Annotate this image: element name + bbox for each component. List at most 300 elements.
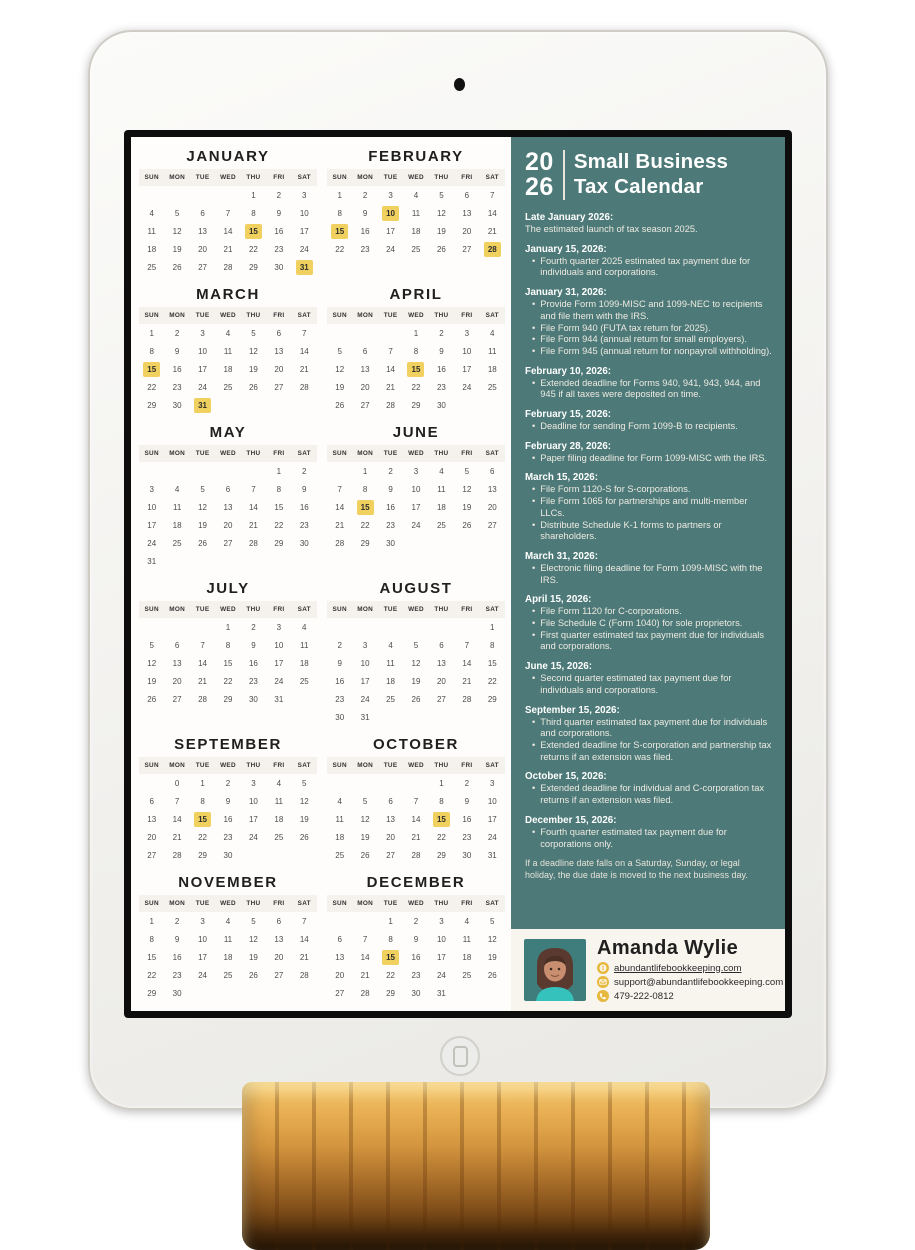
day-cell	[327, 498, 352, 516]
day-cell	[139, 846, 164, 864]
day-cell	[378, 672, 403, 690]
day-cell	[139, 966, 164, 984]
day-number: 6	[149, 796, 154, 806]
day-number: 30	[299, 538, 309, 548]
day-cell	[292, 240, 317, 258]
day-number: 4	[149, 208, 154, 218]
weekday-label: TUE	[190, 307, 215, 324]
day-cell	[292, 618, 317, 636]
day-number: 11	[488, 346, 497, 356]
month-calendar-january	[139, 145, 317, 276]
day-cell	[190, 324, 215, 342]
day-number: 9	[413, 934, 419, 944]
day-cell	[266, 240, 291, 258]
day-cell	[292, 792, 317, 810]
empty-day-cell	[164, 462, 189, 480]
weekday-label: SAT	[480, 895, 505, 912]
bullet-dot-icon: •	[532, 377, 536, 388]
day-number: 1	[362, 466, 368, 476]
day-number: 19	[147, 676, 157, 686]
day-number: 19	[299, 814, 309, 824]
day-cell	[403, 690, 428, 708]
day-cell	[403, 516, 428, 534]
day-number: 9	[362, 208, 368, 218]
day-cell	[139, 222, 164, 240]
day-cell	[215, 378, 240, 396]
day-cell	[352, 204, 377, 222]
month-title: APRIL	[389, 286, 443, 303]
day-cell	[352, 984, 377, 1002]
day-number: 28	[172, 850, 182, 860]
day-cell	[215, 846, 240, 864]
bullet-dot-icon: •	[532, 618, 536, 629]
day-cell	[429, 480, 454, 498]
weekday-label: SUN	[327, 445, 352, 462]
day-cell	[429, 828, 454, 846]
day-cell	[241, 966, 266, 984]
day-cell	[378, 516, 403, 534]
day-number: 4	[439, 466, 444, 476]
day-cell	[327, 792, 352, 810]
day-cell	[164, 258, 189, 276]
day-cell	[241, 810, 266, 828]
section-bullet	[525, 346, 772, 358]
day-number: 13	[360, 364, 370, 374]
empty-day-cell	[327, 912, 352, 930]
day-cell	[378, 222, 403, 240]
bullet-text: Fourth quarter 2025 estimated tax payment due for individuals and corporations.	[540, 255, 751, 278]
day-cell	[378, 930, 403, 948]
day-number: 17	[248, 814, 258, 824]
section-bullet	[525, 453, 772, 465]
weekday-label: SAT	[480, 601, 505, 618]
day-cell	[292, 654, 317, 672]
day-number: 30	[436, 400, 446, 410]
day-number: 15	[147, 952, 157, 962]
day-cell	[292, 378, 317, 396]
day-number: 26	[198, 538, 208, 548]
day-cell	[352, 810, 377, 828]
day-number: 25	[436, 520, 446, 530]
day-cell	[164, 378, 189, 396]
day-number: 4	[276, 778, 282, 788]
day-number: 29	[147, 988, 157, 998]
empty-day-cell	[139, 186, 164, 204]
empty-day-cell	[164, 186, 189, 204]
day-number: 5	[251, 328, 256, 338]
day-number: 8	[490, 640, 495, 650]
section-bullet	[525, 740, 772, 763]
day-number: 2	[276, 190, 282, 200]
day-number: 9	[174, 934, 180, 944]
section-heading: December 15, 2026:	[525, 814, 617, 826]
day-number: 10	[198, 346, 208, 356]
day-number: 27	[147, 850, 157, 860]
day-cell	[190, 672, 215, 690]
tablet-device	[88, 30, 828, 1110]
weekday-label: THU	[241, 757, 266, 774]
day-number: 28	[223, 262, 233, 272]
contact-card	[511, 929, 785, 1011]
day-number: 26	[360, 850, 370, 860]
day-cell	[480, 912, 505, 930]
phone-icon	[597, 990, 609, 1002]
day-number: 2	[337, 640, 342, 650]
day-number: 1	[276, 466, 282, 476]
day-cell	[266, 618, 291, 636]
day-number: 2	[362, 190, 368, 200]
weekday-label: SUN	[327, 601, 352, 618]
day-number: 29	[248, 262, 258, 272]
weekday-label: FRI	[454, 757, 479, 774]
day-cell	[352, 378, 377, 396]
day-number: 5	[174, 208, 180, 218]
day-number: 24	[487, 832, 497, 842]
day-number: 6	[490, 466, 495, 476]
contact-website-link[interactable]: abundantlifebookkeeping.com	[614, 962, 742, 974]
day-cell	[403, 462, 428, 480]
day-cell	[378, 378, 403, 396]
month-calendar-november	[139, 871, 317, 1002]
day-cell	[327, 378, 352, 396]
day-number: 2	[174, 328, 180, 338]
weekday-label: FRI	[454, 169, 479, 186]
day-number: 20	[198, 244, 208, 254]
bullet-text: Extended deadline for individual and C-corporation tax returns if an extension was filed.	[540, 783, 765, 806]
day-number: 30	[172, 988, 182, 998]
day-number: 11	[172, 502, 182, 512]
day-cell	[480, 222, 505, 240]
day-cell	[352, 930, 377, 948]
day-number: 12	[462, 484, 472, 494]
day-number: 18	[436, 502, 446, 512]
day-cell	[378, 534, 403, 552]
month-calendar-march	[139, 283, 317, 414]
day-cell	[241, 930, 266, 948]
day-cell	[139, 654, 164, 672]
day-cell	[378, 984, 403, 1002]
day-number: 14	[386, 364, 396, 374]
day-number: 4	[302, 622, 307, 632]
day-number: 20	[147, 832, 157, 842]
day-number: 18	[223, 364, 233, 374]
day-number: 5	[439, 190, 444, 200]
day-cell	[352, 654, 377, 672]
day-cell	[378, 792, 403, 810]
home-button[interactable]	[440, 1036, 480, 1076]
day-cell	[327, 966, 352, 984]
day-number: 20	[223, 520, 233, 530]
day-number: 6	[439, 640, 444, 650]
day-cell	[292, 516, 317, 534]
day-number: 3	[388, 190, 393, 200]
day-cell	[378, 690, 403, 708]
weekday-label: MON	[352, 307, 377, 324]
day-number: 13	[462, 208, 472, 218]
day-cell	[241, 516, 266, 534]
day-cell	[403, 636, 428, 654]
weekday-label: THU	[429, 169, 454, 186]
day-number: 12	[299, 796, 309, 806]
day-number: 21	[487, 226, 497, 236]
weekday-label: TUE	[190, 445, 215, 462]
section-heading: October 15, 2026:	[525, 771, 607, 783]
bullet-text: File Form 945 (annual return for nonpayroll withholding).	[540, 345, 772, 356]
day-number: 16	[411, 952, 421, 962]
day-cell	[164, 342, 189, 360]
weekday-label: TUE	[190, 601, 215, 618]
weekday-label: WED	[215, 895, 240, 912]
day-number: 20	[172, 676, 182, 686]
day-number: 19	[436, 226, 446, 236]
day-cell	[429, 378, 454, 396]
day-cell	[164, 828, 189, 846]
day-number: 18	[223, 952, 233, 962]
empty-day-cell	[139, 774, 164, 792]
day-cell	[403, 654, 428, 672]
empty-day-cell	[190, 186, 215, 204]
day-cell	[327, 342, 352, 360]
empty-day-cell	[327, 324, 352, 342]
month-title: DECEMBER	[366, 874, 466, 891]
day-number: 18	[462, 952, 472, 962]
day-cell	[378, 966, 403, 984]
day-cell	[480, 690, 505, 708]
day-cell	[403, 828, 428, 846]
day-cell	[241, 360, 266, 378]
day-number: 17	[198, 952, 208, 962]
day-cell	[190, 258, 215, 276]
day-number: 14	[335, 502, 345, 512]
day-number: 25	[223, 970, 233, 980]
day-cell	[378, 654, 403, 672]
day-cell	[266, 654, 291, 672]
day-number: 10	[198, 934, 208, 944]
day-cell	[454, 636, 479, 654]
day-number: 14	[299, 934, 309, 944]
day-number: 12	[248, 934, 258, 944]
day-number: 13	[487, 484, 497, 494]
day-number: 7	[302, 916, 307, 926]
day-number: 23	[248, 676, 258, 686]
day-number: 12	[147, 658, 157, 668]
day-cell	[378, 240, 403, 258]
day-number: 6	[362, 346, 368, 356]
day-cell	[480, 360, 505, 378]
weekday-label: WED	[215, 307, 240, 324]
day-cell	[327, 672, 352, 690]
day-cell	[292, 360, 317, 378]
weekday-label: SUN	[139, 895, 164, 912]
day-cell	[429, 672, 454, 690]
weekday-label: FRI	[454, 895, 479, 912]
month-grid	[327, 445, 505, 552]
day-cell	[429, 846, 454, 864]
day-number: 28	[299, 382, 309, 392]
day-number: 9	[276, 208, 282, 218]
month-title: JULY	[206, 580, 250, 597]
day-number: 27	[487, 520, 497, 530]
day-number: 16	[248, 658, 258, 668]
bullet-text: First quarter estimated tax payment due for individuals and corporations.	[540, 629, 765, 652]
weekday-label: SUN	[139, 307, 164, 324]
weekday-label: SUN	[327, 307, 352, 324]
weekday-label: MON	[352, 601, 377, 618]
day-cell	[292, 672, 317, 690]
day-number: 22	[198, 832, 208, 842]
weekday-label: FRI	[454, 601, 479, 618]
day-number: 2	[464, 778, 470, 788]
day-number: 30	[248, 694, 258, 704]
day-number: 24	[248, 832, 258, 842]
day-number: 22	[147, 382, 157, 392]
day-cell-highlighted	[292, 258, 317, 276]
day-cell	[378, 498, 403, 516]
weekday-label: MON	[352, 445, 377, 462]
day-cell	[139, 534, 164, 552]
day-cell	[454, 654, 479, 672]
tax-calendar-poster	[131, 137, 785, 1011]
section-heading: March 31, 2026:	[525, 550, 598, 562]
day-number: 18	[487, 364, 497, 374]
day-cell	[215, 792, 240, 810]
day-number: 4	[413, 190, 419, 200]
day-cell-highlighted	[352, 498, 377, 516]
day-number: 15	[357, 500, 374, 515]
month-calendar-february	[327, 145, 505, 276]
day-cell	[454, 204, 479, 222]
day-cell	[292, 912, 317, 930]
day-cell	[352, 948, 377, 966]
weekday-label: FRI	[266, 895, 291, 912]
day-cell	[190, 636, 215, 654]
day-number: 17	[299, 226, 309, 236]
bullet-dot-icon: •	[532, 255, 536, 266]
weekday-label: WED	[403, 307, 428, 324]
day-cell	[164, 240, 189, 258]
day-cell	[352, 240, 377, 258]
day-cell	[215, 240, 240, 258]
section-bullet	[525, 618, 772, 630]
day-number: 26	[411, 694, 421, 704]
day-cell	[139, 672, 164, 690]
day-number: 25	[462, 970, 472, 980]
day-cell	[429, 324, 454, 342]
day-cell	[378, 636, 403, 654]
day-cell	[139, 690, 164, 708]
day-number: 27	[223, 538, 233, 548]
weekday-label: THU	[241, 601, 266, 618]
day-cell	[352, 636, 377, 654]
day-number: 17	[147, 520, 157, 530]
day-number: 16	[299, 502, 309, 512]
empty-day-cell	[378, 324, 403, 342]
year-top: 20	[525, 148, 554, 176]
day-cell	[352, 828, 377, 846]
day-cell	[327, 516, 352, 534]
day-number: 9	[251, 640, 256, 650]
day-cell	[164, 636, 189, 654]
day-number: 25	[223, 382, 233, 392]
bullet-dot-icon: •	[532, 299, 536, 310]
tax-section	[525, 594, 772, 653]
day-cell	[241, 690, 266, 708]
day-number: 28	[484, 242, 501, 257]
day-cell-highlighted	[241, 222, 266, 240]
weekday-label: FRI	[266, 169, 291, 186]
day-number: 14	[248, 502, 258, 512]
day-cell	[190, 828, 215, 846]
section-heading: September 15, 2026:	[525, 704, 620, 716]
day-cell	[164, 810, 189, 828]
day-number: 31	[436, 988, 446, 998]
day-number: 15	[487, 658, 497, 668]
weekday-label: SAT	[480, 757, 505, 774]
day-cell	[480, 654, 505, 672]
day-cell	[241, 186, 266, 204]
tax-section	[525, 212, 772, 236]
day-cell	[241, 672, 266, 690]
day-number: 5	[251, 916, 256, 926]
day-number: 11	[300, 640, 309, 650]
bullet-text: Third quarter estimated tax payment due for individuals and corporations.	[540, 716, 768, 739]
day-number: 8	[276, 484, 282, 494]
empty-day-cell	[454, 618, 479, 636]
header-divider	[563, 150, 565, 200]
day-cell	[215, 258, 240, 276]
weekday-label: MON	[352, 757, 377, 774]
empty-day-cell	[429, 618, 454, 636]
month-title: MARCH	[196, 286, 260, 303]
day-cell	[403, 204, 428, 222]
day-cell	[292, 222, 317, 240]
day-cell	[352, 186, 377, 204]
section-bullet	[525, 630, 772, 653]
day-cell	[215, 204, 240, 222]
day-cell	[139, 930, 164, 948]
avatar-illustration	[524, 939, 586, 1001]
day-cell	[378, 342, 403, 360]
weekday-label: SAT	[480, 169, 505, 186]
empty-day-cell	[327, 774, 352, 792]
day-number: 17	[360, 676, 370, 686]
day-cell	[327, 360, 352, 378]
day-cell	[215, 810, 240, 828]
weekday-label: WED	[403, 601, 428, 618]
day-cell-highlighted	[139, 360, 164, 378]
tax-section	[525, 472, 772, 543]
day-number: 9	[174, 346, 180, 356]
weekday-label: TUE	[378, 307, 403, 324]
day-cell	[327, 810, 352, 828]
day-cell-highlighted	[378, 948, 403, 966]
day-number: 3	[362, 640, 368, 650]
day-cell	[241, 258, 266, 276]
day-number: 17	[411, 502, 421, 512]
day-number: 19	[172, 244, 182, 254]
contact-name: Amanda Wylie	[597, 937, 739, 959]
weekday-label: TUE	[190, 757, 215, 774]
day-cell	[139, 396, 164, 414]
day-cell	[292, 636, 317, 654]
day-number: 8	[362, 484, 368, 494]
weekday-label: SUN	[139, 169, 164, 186]
day-cell	[241, 654, 266, 672]
weekday-label: SAT	[292, 169, 317, 186]
day-number: 19	[411, 676, 421, 686]
day-number: 24	[198, 382, 208, 392]
day-number: 10	[382, 206, 399, 221]
